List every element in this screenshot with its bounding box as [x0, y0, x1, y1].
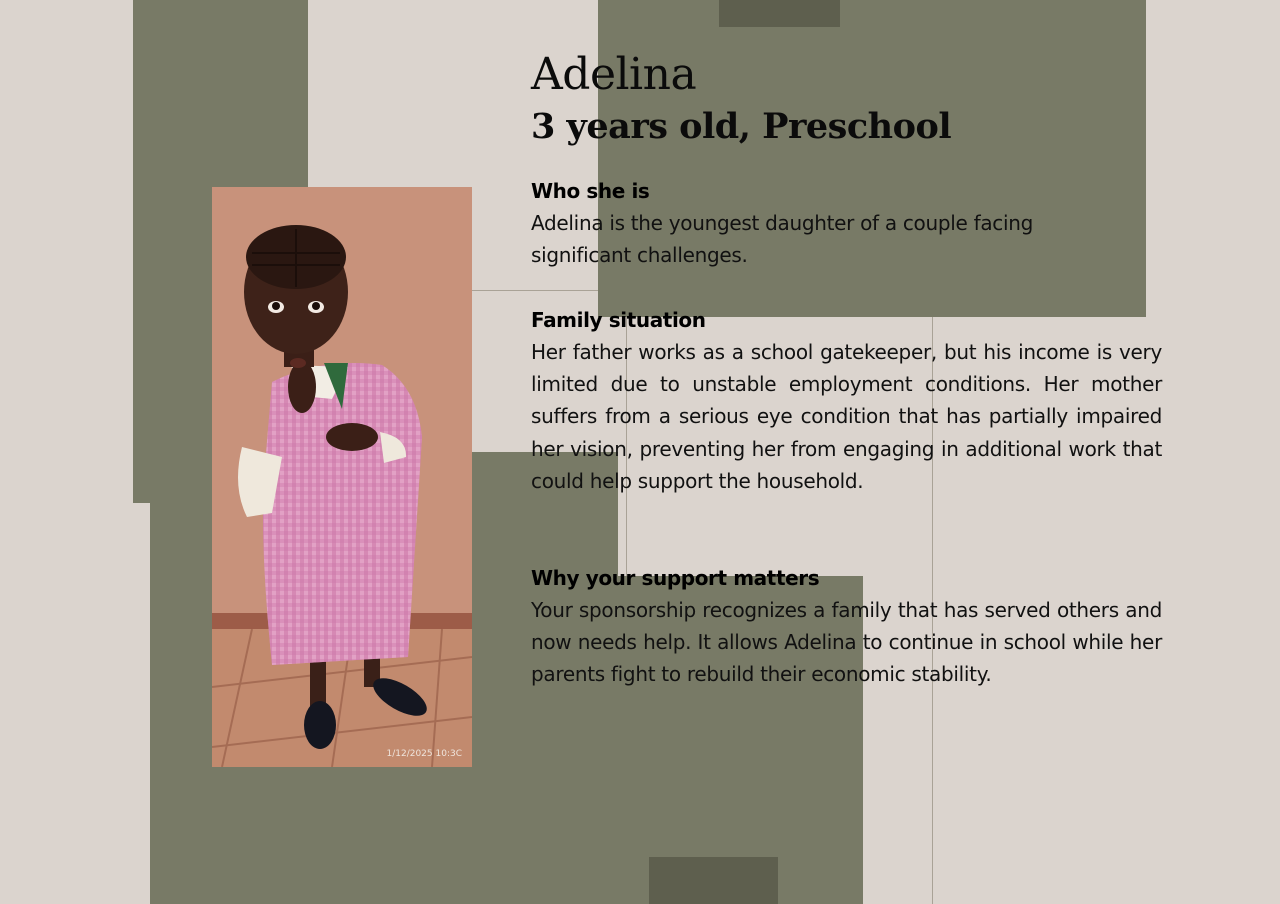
section-who-she-is: [531, 175, 1162, 271]
child-photo: [212, 187, 472, 767]
child-name: Adelina: [531, 49, 697, 100]
photo-timestamp: 1/12/2025 10:3C: [386, 749, 462, 759]
decor-tab-top: [719, 0, 840, 27]
child-age-grade: 3 years old, Preschool: [531, 106, 952, 147]
section-family-situation: [531, 304, 1162, 497]
section-text: Your sponsorship recognizes a family that has served others and now needs help. It allows Adelina to continue in school while her parents fight to rebuild their economic stability.: [531, 598, 1162, 687]
section-why-support-matters: [531, 562, 1162, 691]
child-illustration: [212, 187, 472, 767]
section-text: Her father works as a school gatekeeper, but his income is very limited due to unstable employment conditions. Her mother suffers from a serious eye condition that has partially impaired her vision, preventing her from engaging in additional work that could help support the household.: [531, 340, 1162, 493]
section-heading: Who she is: [531, 179, 650, 203]
decor-line-horizontal: [472, 290, 598, 291]
section-text: Adelina is the youngest daughter of a couple facing significant challenges.: [531, 211, 1034, 268]
section-heading: Why your support matters: [531, 566, 820, 590]
decor-tab-bottom: [649, 857, 778, 904]
profile-card: [531, 48, 1162, 687]
section-heading: Family situation: [531, 308, 706, 332]
